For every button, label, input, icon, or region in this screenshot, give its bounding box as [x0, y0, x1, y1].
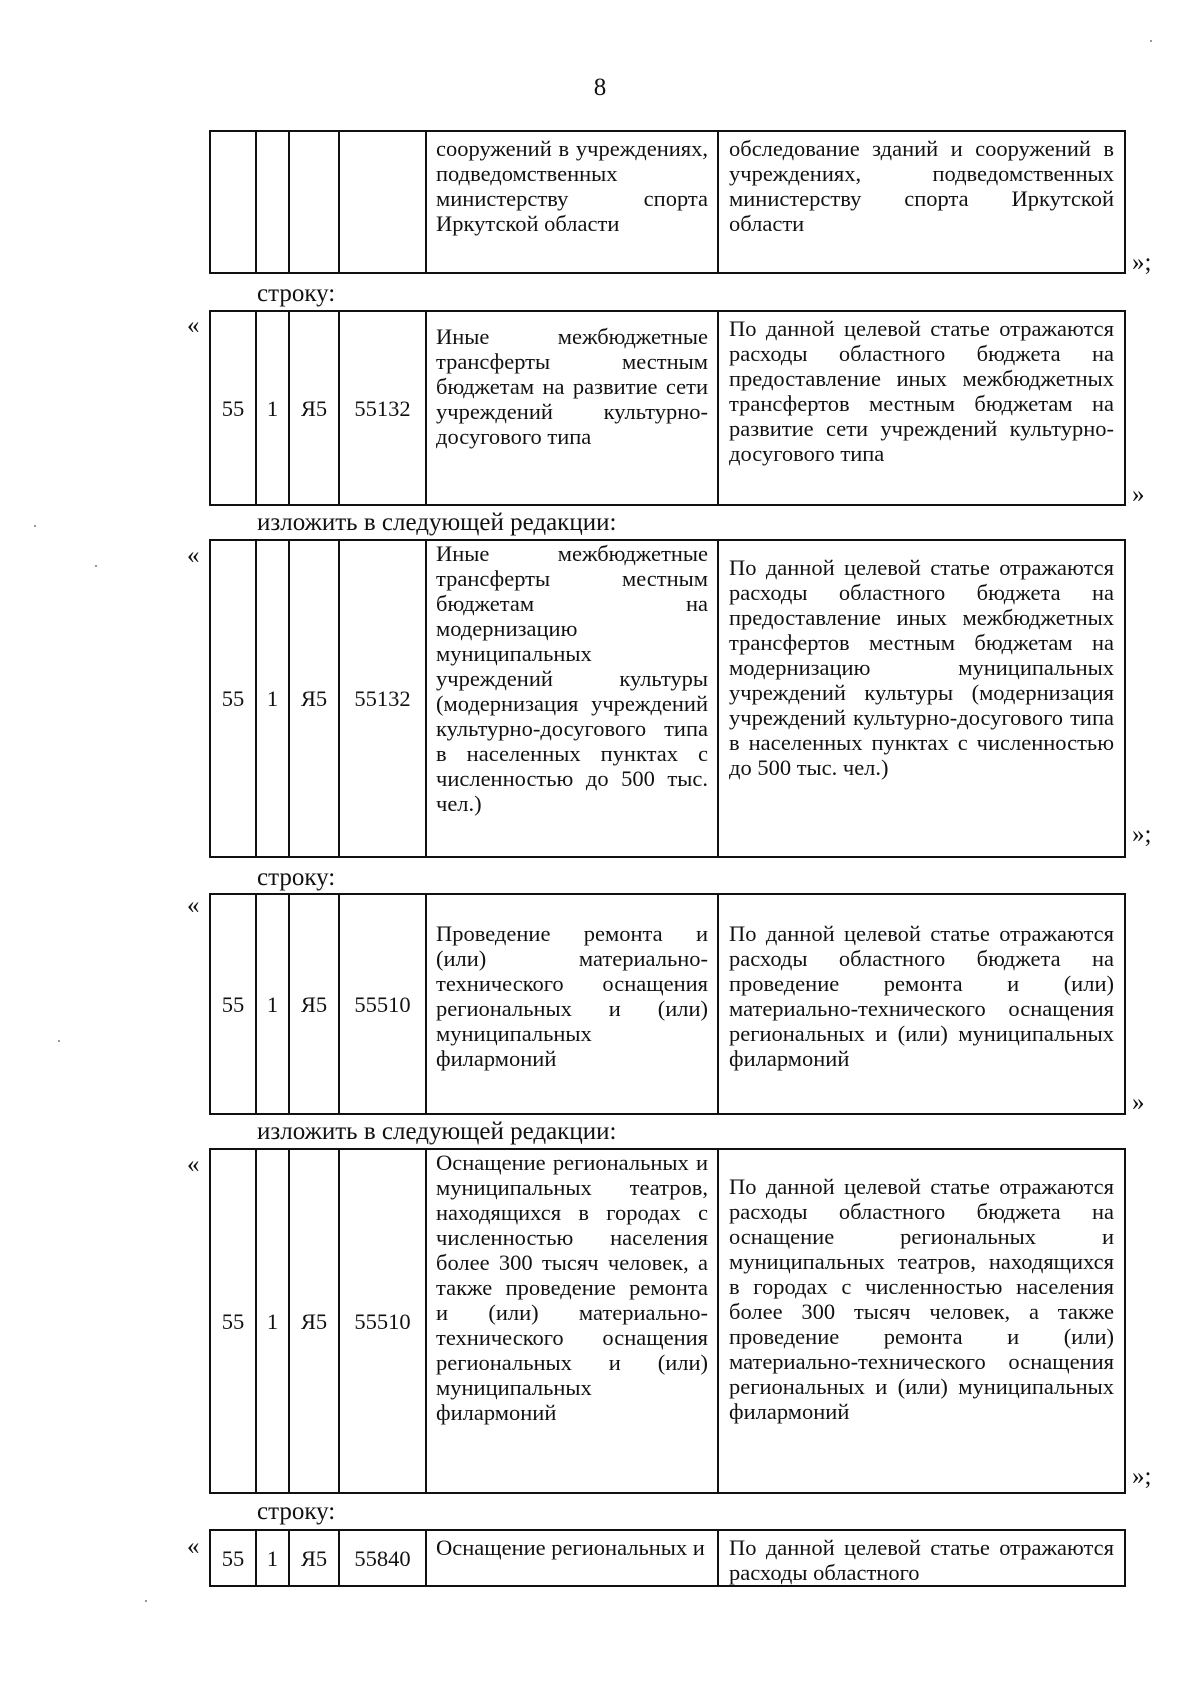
description-text: По данной целевой статье отражаются расходы областного бюджета на оснащение региональных и муниципальных театров, находящихся в городах с численностью населения более 300 тысяч человек, а также проведение ремонта и (или) материально-технического оснащения региональных и (или) муниципальных филармоний: [729, 1174, 1114, 1424]
name-text: Проведение ремонта и (или) материально-технического оснащения региональных и (или) муниципальных филармоний: [436, 921, 708, 1071]
cell-description: [718, 540, 1125, 857]
cell-program: 55: [210, 540, 256, 857]
closing-quote: »;: [1132, 249, 1152, 276]
cell-direction: 55132: [339, 540, 426, 857]
cell-description: [718, 1149, 1125, 1493]
cell-name: [426, 894, 718, 1114]
name-text: Иные межбюджетные трансферты местным бюджетам на развитие сети учреждений культурно-досугового типа: [436, 324, 708, 449]
cell-direction: 55840: [339, 1530, 426, 1586]
cell-main-activity: Я5: [289, 894, 339, 1114]
closing-quote: »: [1132, 481, 1145, 508]
cell-subprogram: 1: [256, 1530, 289, 1586]
table-fragment-new-55132: [209, 539, 1126, 858]
cell-program: [210, 131, 256, 273]
cell-program: 55: [210, 1149, 256, 1493]
cell-description: [718, 131, 1125, 273]
label-row: строку:: [257, 864, 336, 891]
cell-main-activity: [289, 131, 339, 273]
cell-direction: [339, 131, 426, 273]
closing-quote: »: [1132, 1089, 1145, 1116]
cell-program: 55: [210, 894, 256, 1114]
cell-main-activity: Я5: [289, 540, 339, 857]
opening-quote: «: [187, 542, 200, 569]
closing-quote: »;: [1132, 821, 1152, 848]
table-fragment-old-55840: [209, 1529, 1126, 1587]
table-row: [210, 1149, 1125, 1493]
name-text: Оснащение региональных и муниципальных театров, находящихся в городах с численностью населения более 300 тысяч человек, а также проведение ремонта и (или) материально-технического оснащения региональных и (или) муниципальных филармоний: [436, 1150, 708, 1425]
label-row: строку:: [257, 1498, 336, 1525]
table-row: [210, 131, 1125, 273]
opening-quote: «: [187, 892, 200, 919]
cell-name: [426, 131, 718, 273]
table-row: [210, 540, 1125, 857]
scan-speck: [34, 525, 36, 527]
cell-direction: 55510: [339, 1149, 426, 1493]
table-row: [210, 894, 1125, 1114]
cell-program: 55: [210, 1530, 256, 1586]
cell-subprogram: 1: [256, 894, 289, 1114]
opening-quote: «: [187, 1533, 200, 1560]
table-fragment-new-55510: [209, 1148, 1126, 1494]
page-number: 8: [593, 74, 607, 101]
label-row: строку:: [257, 280, 336, 307]
scan-speck: [58, 1040, 60, 1042]
description-text: обследование зданий и сооружений в учреждениях, подведомственных министерству спорта Иркутской области: [729, 136, 1114, 236]
name-text: Оснащение региональных и: [436, 1535, 705, 1560]
cell-subprogram: [256, 131, 289, 273]
closing-quote: »;: [1132, 1463, 1152, 1490]
name-text: Иные межбюджетные трансферты местным бюджетам на модернизацию муниципальных учреждений культуры (модернизация учреждений культурно-досугового типа в населенных пунктах с численностью до 500 тыс. чел.): [436, 541, 708, 816]
cell-program: 55: [210, 311, 256, 505]
cell-description: [718, 1530, 1125, 1586]
cell-main-activity: Я5: [289, 1530, 339, 1586]
table-row: [210, 1530, 1125, 1586]
scan-speck: [145, 1600, 147, 1602]
cell-name: [426, 1149, 718, 1493]
cell-direction: 55510: [339, 894, 426, 1114]
cell-subprogram: 1: [256, 311, 289, 505]
description-text: По данной целевой статье отражаются расходы областного бюджета на проведение ремонта и (или) материально-технического оснащения региональных и (или) муниципальных филармоний: [729, 921, 1114, 1071]
cell-subprogram: 1: [256, 1149, 289, 1493]
description-text: По данной целевой статье отражаются расходы областного бюджета на предоставление иных межбюджетных трансфертов местным бюджетам на развитие сети учреждений культурно-досугового типа: [729, 316, 1114, 466]
description-text: По данной целевой статье отражаются расходы областного бюджета на предоставление иных межбюджетных трансфертов местным бюджетам на модернизацию муниципальных учреждений культуры (модернизация учреждений культурно-досугового типа в населенных пунктах с численностью до 500 тыс. чел.): [729, 555, 1114, 780]
table-fragment-continued: [209, 130, 1126, 274]
label-new-edition: изложить в следующей редакции:: [257, 1118, 617, 1145]
table-fragment-old-55132: [209, 310, 1126, 506]
table-fragment-old-55510: [209, 893, 1126, 1115]
opening-quote: «: [187, 1151, 200, 1178]
cell-name: [426, 1530, 718, 1586]
cell-name: [426, 540, 718, 857]
cell-main-activity: Я5: [289, 311, 339, 505]
cell-name: [426, 311, 718, 505]
cell-description: [718, 311, 1125, 505]
cell-main-activity: Я5: [289, 1149, 339, 1493]
name-text: сооружений в учреждениях, подведомственных министерству спорта Иркутской области: [436, 136, 708, 236]
cell-subprogram: 1: [256, 540, 289, 857]
scan-speck: [95, 565, 97, 567]
description-text: По данной целевой статье отражаются расходы областного: [729, 1535, 1114, 1585]
opening-quote: «: [187, 312, 200, 339]
scan-speck: [1150, 40, 1152, 42]
table-row: [210, 311, 1125, 505]
cell-direction: 55132: [339, 311, 426, 505]
label-new-edition: изложить в следующей редакции:: [257, 509, 617, 536]
cell-description: [718, 894, 1125, 1114]
